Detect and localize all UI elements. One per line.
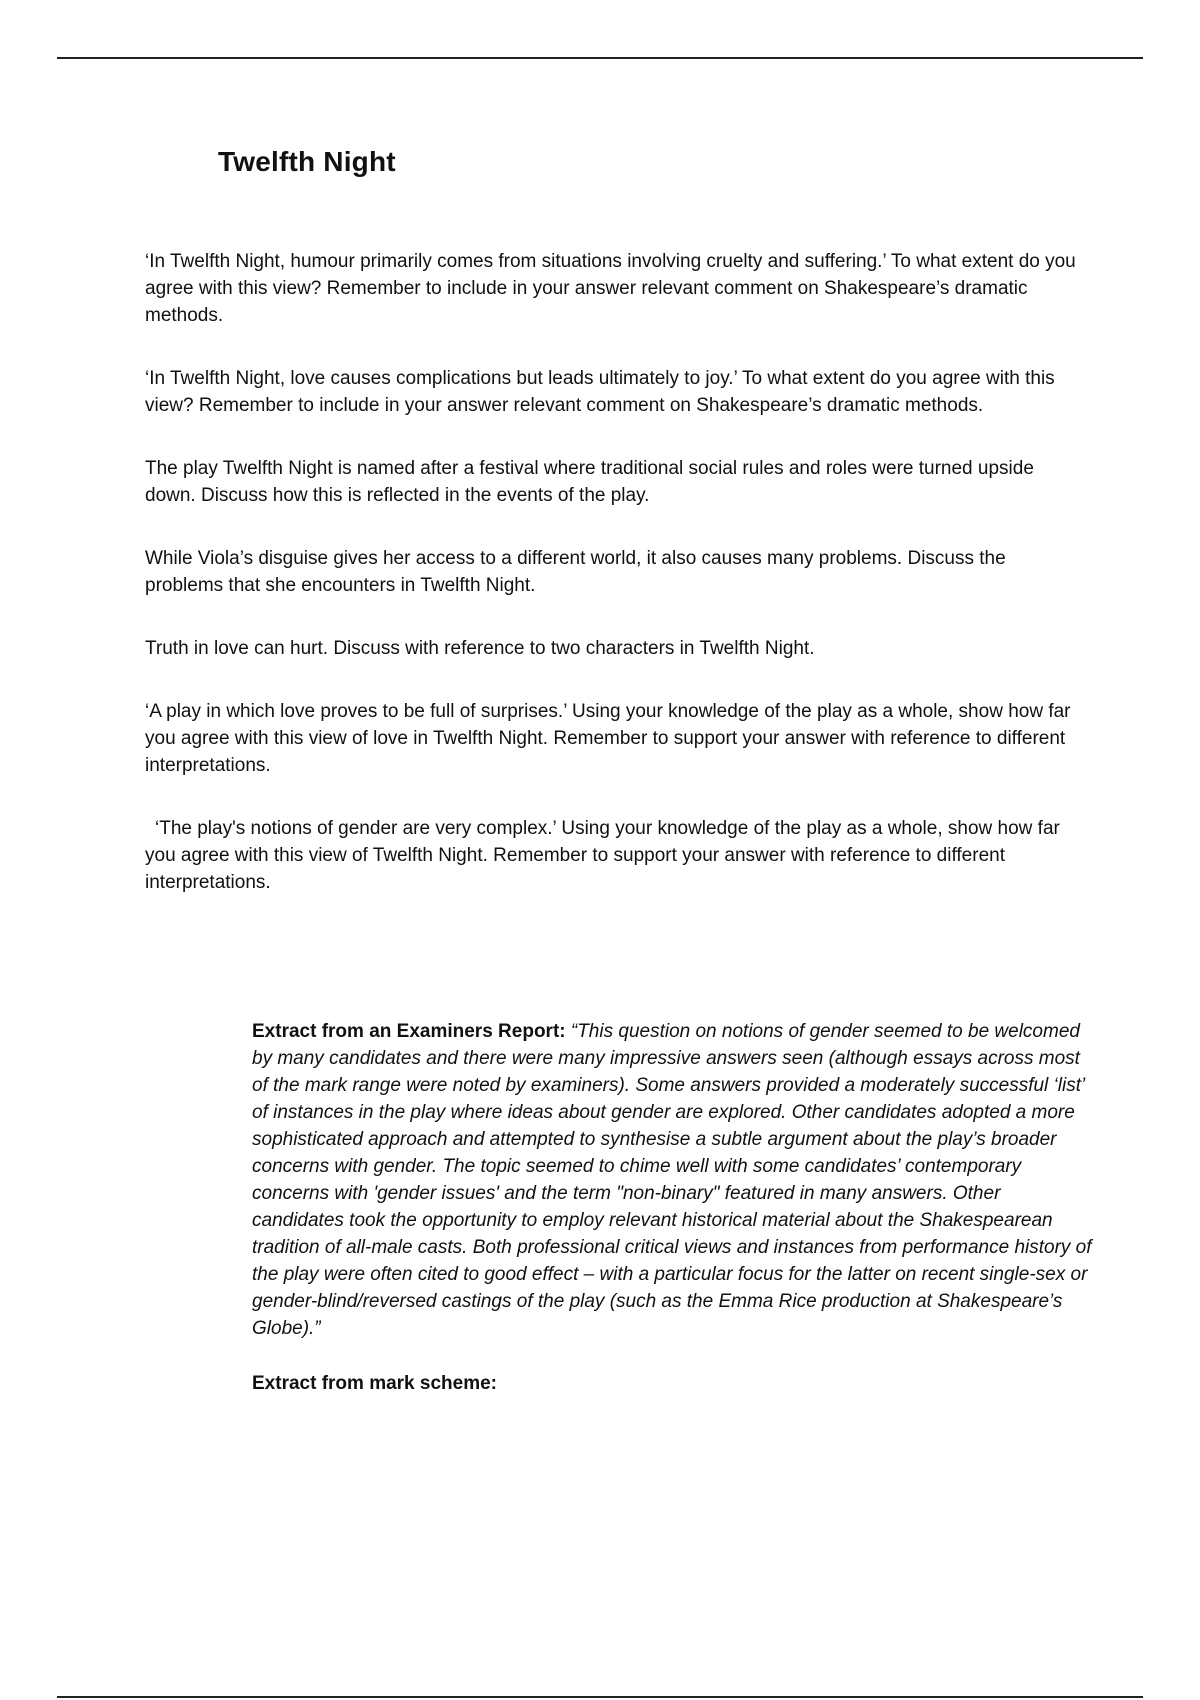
examiners-extract-paragraph: [252, 1018, 1092, 1342]
top-rule: [57, 57, 1143, 59]
bottom-rule: [57, 1696, 1143, 1698]
question-2: ‘In Twelfth Night, love causes complications but leads ultimately to joy.’ To what extent do you agree with this view? Remember to include in your answer relevant comment on Shakespeare’s dramatic methods.: [145, 368, 1055, 416]
question-3: The play Twelfth Night is named after a festival where traditional social rules and roles were turned upside down. Discuss how this is reflected in the events of the play.: [145, 458, 1034, 506]
examiners-extract-label: Extract from an Examiners Report:: [252, 1021, 566, 1042]
question-list: [145, 248, 1085, 932]
document-title: Twelfth Night: [218, 146, 396, 177]
question-4: While Viola’s disguise gives her access to a different world, it also causes many problems. Discuss the problems that she encounters in Twelfth Night.: [145, 548, 1006, 596]
question-1: ‘In Twelfth Night, humour primarily comes from situations involving cruelty and suffering.’ To what extent do you agree with this view? Remember to include in your answer relevant comment on Shakespeare’s dramatic methods.: [145, 251, 1076, 326]
examiners-extract: [252, 1018, 1092, 1397]
mark-scheme-label: Extract from mark scheme:: [252, 1373, 497, 1394]
question-7: ‘The play's notions of gender are very complex.’ Using your knowledge of the play as a whole, show how far you agree with this view of Twelfth Night. Remember to support your answer with reference to different interpretations.: [145, 818, 1060, 893]
question-5: Truth in love can hurt. Discuss with reference to two characters in Twelfth Night.: [145, 638, 815, 659]
question-6: ‘A play in which love proves to be full of surprises.’ Using your knowledge of the play as a whole, show how far you agree with this view of love in Twelfth Night. Remember to support your answer with reference to different interpretations.: [145, 701, 1071, 776]
examiners-extract-quote: “This question on notions of gender seemed to be welcomed by many candidates and there were many impressive answers seen (although essays across most of the mark range were noted by examiners). Some answers provided a moderately successful ‘list’ of instances in the play where ideas about gender are explored. Other candidates adopted a more sophisticated approach and attempted to synthesise a subtle argument about the play’s broader concerns with gender. The topic seemed to chime well with some candidates’ contemporary concerns with 'gender issues' and the term "non-binary" featured in many answers. Other candidates took the opportunity to employ relevant historical material about the Shakespearean tradition of all-male casts. Both professional critical views and instances from performance history of the play were often cited to good effect – with a particular focus for the latter on recent single-sex or gender-blind/reversed castings of the play (such as the Emma Rice production at Shakespeare’s Globe).”: [252, 1021, 1092, 1339]
